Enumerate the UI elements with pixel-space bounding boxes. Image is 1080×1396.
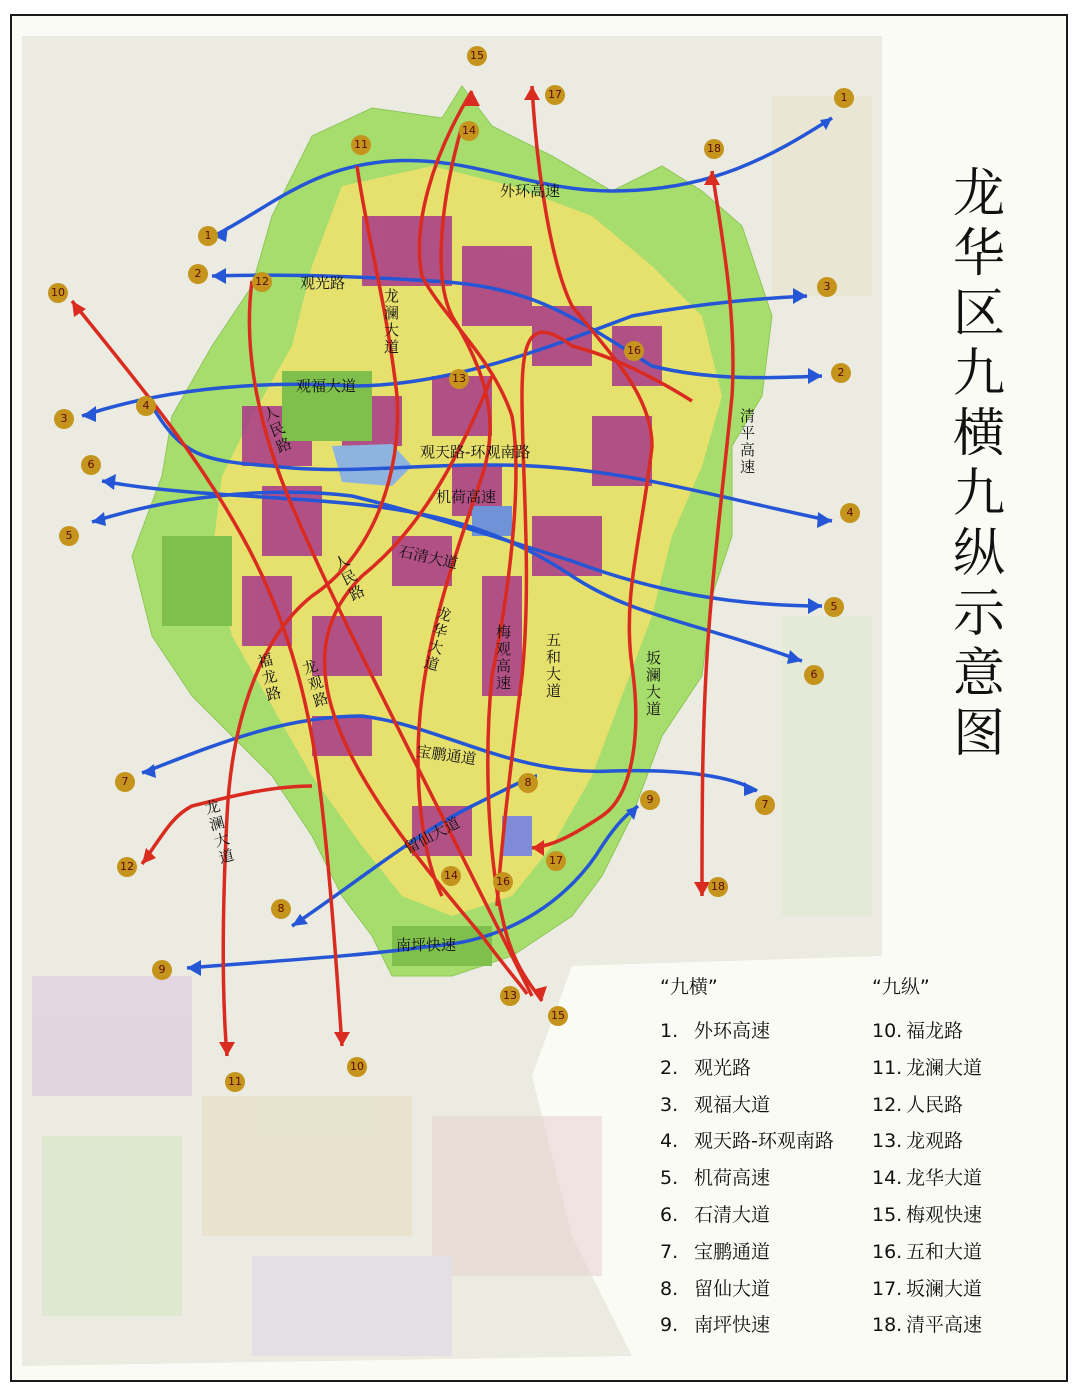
legend-item-number: 7. (660, 1240, 679, 1263)
legend-horizontal (660, 972, 834, 1344)
legend-item (660, 1234, 834, 1271)
road-number-marker: 17 (546, 851, 566, 871)
legend-horizontal-list (660, 1013, 834, 1344)
road-number-marker: 11 (351, 135, 371, 155)
legend-item-name: 龙华大道 (906, 1167, 983, 1190)
road-number-marker: 9 (640, 790, 660, 810)
road-number-marker: 6 (81, 455, 101, 475)
legend-item-number: 16. (872, 1240, 903, 1263)
legend-item-name: 梅观快速 (906, 1203, 983, 1226)
road-number-marker: 15 (467, 46, 487, 66)
legend-item-name: 留仙大道 (694, 1277, 771, 1300)
road-number-marker: 14 (459, 121, 479, 141)
road-number-marker: 6 (804, 665, 824, 685)
legend-item-number: 2. (660, 1056, 679, 1079)
legend-item (660, 1123, 834, 1160)
legend-item-name: 观福大道 (694, 1093, 771, 1116)
road-number-marker: 5 (59, 526, 79, 546)
road-number-marker: 8 (271, 899, 291, 919)
label-fulong: 福龙路 (255, 650, 284, 705)
legend-item-number: 14. (872, 1167, 903, 1190)
road-number-marker: 1 (198, 226, 218, 246)
road-number-marker: 14 (441, 866, 461, 886)
legend-horizontal-heading: “九横” (660, 976, 718, 998)
legend-item-name: 外环高速 (694, 1020, 771, 1042)
road-number-marker: 4 (840, 503, 860, 523)
label-baopeng: 宝鹏通道 (415, 742, 478, 769)
legend-item (872, 1234, 982, 1271)
legend-item-name: 五和大道 (906, 1240, 983, 1263)
legend-item (872, 1271, 982, 1308)
legend-item-number: 10. (872, 1020, 903, 1042)
legend-item (872, 1197, 982, 1234)
legend-item-number: 8. (660, 1277, 679, 1300)
legend-item-name: 龙观路 (906, 1130, 964, 1153)
road-number-marker: 10 (347, 1057, 367, 1077)
road-number-marker: 18 (704, 139, 724, 159)
legend-item-number: 12. (872, 1093, 903, 1116)
legend-item-number: 4. (660, 1130, 679, 1153)
legend-item (872, 1160, 982, 1197)
legend-item (872, 1123, 982, 1160)
legend-item-number: 13. (872, 1130, 903, 1153)
road-number-marker: 12 (252, 272, 272, 292)
label-waihuan: 外环高速 (500, 182, 561, 200)
road-number-marker: 9 (152, 960, 172, 980)
label-guanfu: 观福大道 (296, 377, 357, 395)
legend-item-number: 6. (660, 1203, 679, 1226)
legend-item (660, 1050, 834, 1087)
label-guanguang: 观光路 (300, 274, 346, 292)
road-number-marker: 13 (449, 369, 469, 389)
legend-item-name: 观天路-环观南路 (694, 1130, 834, 1153)
label-renmin-north: 人民路 (260, 402, 295, 457)
road-number-marker: 12 (117, 857, 137, 877)
legend-item-name: 石清大道 (694, 1203, 771, 1226)
road-number-marker: 10 (48, 283, 68, 303)
road-number-marker: 16 (493, 872, 513, 892)
legend-item (872, 1050, 982, 1087)
road-number-marker: 15 (548, 1006, 568, 1026)
label-nanping: 南坪快速 (396, 936, 457, 954)
road-number-marker: 5 (824, 597, 844, 617)
road-number-marker: 7 (755, 795, 775, 815)
label-qingping: 清平高速 (740, 407, 756, 476)
label-longhua: 龙华大道 (422, 603, 454, 675)
legend-item-number: 18. (872, 1314, 903, 1337)
road-number-marker: 1 (834, 88, 854, 108)
legend-item (872, 1013, 982, 1050)
legend-item-name: 南坪快速 (694, 1314, 771, 1337)
road-number-marker: 11 (225, 1072, 245, 1092)
legend-item (872, 1087, 982, 1124)
road-number-marker: 13 (500, 986, 520, 1006)
road-number-marker: 8 (518, 773, 538, 793)
label-meiguan: 梅观高速 (496, 623, 512, 692)
legend-item-name: 龙澜大道 (906, 1056, 983, 1079)
legend-item-number: 17. (872, 1277, 903, 1300)
label-longlan-south: 龙澜大道 (202, 796, 237, 868)
label-renmin-south: 人民路 (331, 551, 368, 605)
legend-item (660, 1307, 834, 1344)
road-number-marker: 2 (188, 264, 208, 284)
label-longlan-north: 龙澜大道 (384, 287, 400, 356)
legend-item-number: 11. (872, 1056, 903, 1079)
legend-vertical (872, 972, 982, 1344)
label-wuhe: 五和大道 (546, 631, 562, 700)
legend-item-name: 清平高速 (906, 1314, 983, 1337)
legend-item-number: 5. (660, 1167, 679, 1190)
label-guantian: 观天路-环观南路 (420, 443, 531, 461)
legend-item-number: 9. (660, 1314, 679, 1337)
legend-item-number: 15. (872, 1203, 903, 1226)
label-liuxian: 留仙大道 (401, 813, 463, 858)
legend-item (660, 1013, 834, 1050)
legend-item-name: 人民路 (906, 1093, 964, 1116)
map-title: 龙华区九横九纵示意图 (952, 164, 1005, 764)
legend-item (660, 1087, 834, 1124)
road-number-marker: 16 (624, 341, 644, 361)
legend-vertical-heading: “九纵” (872, 976, 930, 998)
road-number-marker: 17 (545, 85, 565, 105)
road-number-marker: 7 (115, 772, 135, 792)
legend-item (660, 1160, 834, 1197)
legend-item-name: 福龙路 (906, 1020, 964, 1042)
road-number-marker: 2 (831, 363, 851, 383)
legend-item-name: 坂澜大道 (906, 1277, 983, 1300)
legend-item-number: 1. (660, 1020, 679, 1042)
label-longguan: 龙观路 (300, 656, 331, 711)
road-number-marker: 4 (136, 396, 156, 416)
legend-item (660, 1197, 834, 1234)
road-number-marker: 18 (708, 877, 728, 897)
road-number-marker: 3 (817, 277, 837, 297)
legend-item (872, 1307, 982, 1344)
map-frame (10, 14, 1068, 1382)
legend-item-number: 3. (660, 1093, 679, 1116)
legend-vertical-list (872, 1013, 982, 1344)
legend-item (660, 1271, 834, 1308)
legend-item-name: 机荷高速 (694, 1167, 771, 1190)
label-shiqing: 石清大道 (397, 542, 460, 573)
legend-item-name: 观光路 (694, 1056, 752, 1079)
road-number-marker: 3 (54, 409, 74, 429)
legend-item-name: 宝鹏通道 (694, 1240, 771, 1263)
label-jihe: 机荷高速 (436, 488, 497, 506)
label-banlan: 坂澜大道 (646, 649, 662, 718)
